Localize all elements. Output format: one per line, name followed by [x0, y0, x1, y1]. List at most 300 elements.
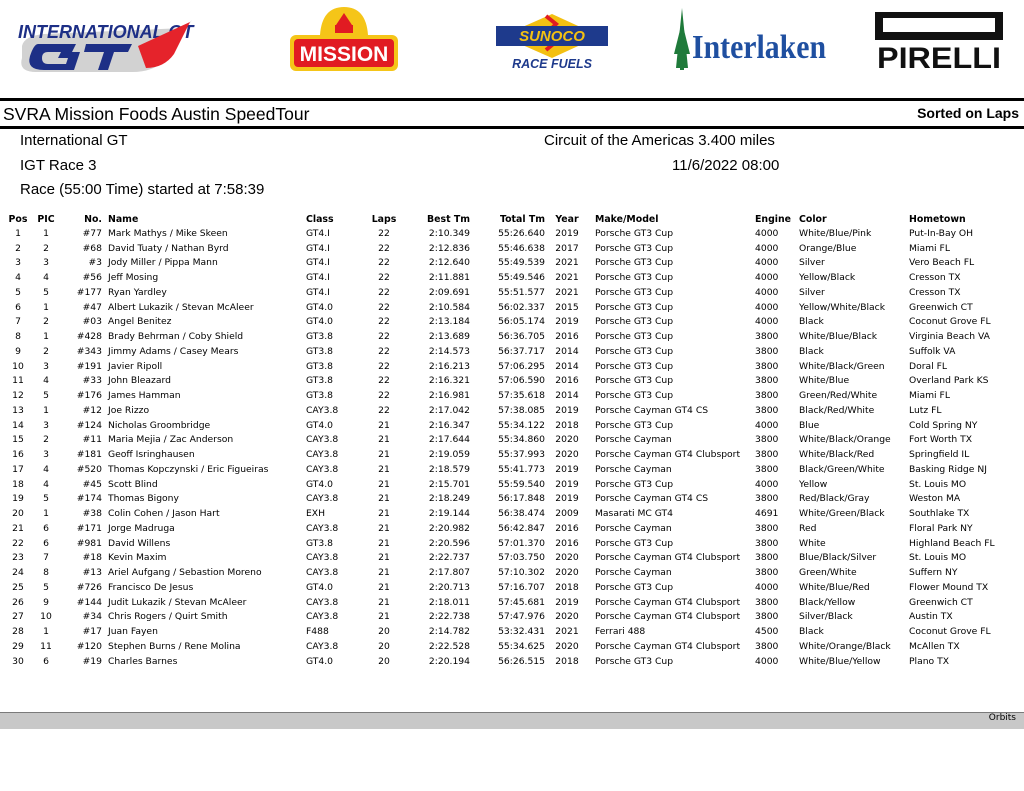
cell-make-model: Porsche GT3 Cup	[595, 581, 674, 593]
cell-class: GT4.0	[306, 581, 334, 593]
cell-color: Silver/Black	[799, 611, 853, 623]
cell-total-time: 55:46.638	[498, 242, 545, 254]
cell-pic: 4	[43, 463, 49, 475]
col-total-tm: Total Tm	[499, 213, 545, 225]
cell-laps: 21	[378, 478, 390, 490]
cell-pic: 11	[40, 640, 52, 652]
cell-laps: 22	[378, 301, 390, 313]
cell-color: Black	[799, 345, 824, 357]
cell-color: Yellow/White/Black	[799, 301, 886, 313]
cell-total-time: 57:47.976	[498, 611, 545, 623]
cell-pos: 20	[12, 508, 24, 520]
cell-best-time: 2:22.528	[428, 640, 470, 652]
cell-color: White/Blue/Red	[799, 581, 870, 593]
cell-make-model: Porsche GT3 Cup	[595, 345, 674, 357]
cell-car-number: #03	[82, 316, 102, 328]
cell-engine: 3800	[755, 596, 779, 608]
circuit-name: Circuit of the Americas 3.400 miles	[544, 132, 775, 149]
cell-car-number: #171	[76, 522, 102, 534]
race-info: Race (55:00 Time) started at 7:58:39	[20, 181, 265, 198]
cell-make-model: Ferrari 488	[595, 626, 646, 638]
cell-class: GT4.0	[306, 419, 334, 431]
cell-pic: 4	[43, 272, 49, 284]
cell-hometown: Flower Mound TX	[909, 581, 989, 593]
cell-total-time: 57:38.085	[498, 404, 545, 416]
cell-pic: 3	[43, 449, 49, 461]
cell-best-time: 2:22.737	[428, 552, 470, 564]
cell-hometown: Virginia Beach VA	[909, 331, 990, 343]
cell-class: GT3.8	[306, 345, 334, 357]
cell-driver-name: Ariel Aufgang / Sebastion Moreno	[108, 567, 262, 579]
cell-hometown: Coconut Grove FL	[909, 626, 991, 638]
cell-engine: 3800	[755, 345, 779, 357]
cell-driver-name: Javier Ripoll	[108, 360, 163, 372]
cell-class: GT3.8	[306, 360, 334, 372]
cell-best-time: 2:19.144	[428, 508, 470, 520]
table-row	[6, 315, 1018, 330]
cell-car-number: #177	[76, 286, 102, 298]
cell-color: Silver	[799, 286, 825, 298]
cell-driver-name: Jorge Madruga	[108, 522, 175, 534]
cell-best-time: 2:13.184	[428, 316, 470, 328]
cell-color: Black/Yellow	[799, 596, 856, 608]
cell-class: GT4.I	[306, 272, 330, 284]
cell-make-model: Porsche GT3 Cup	[595, 655, 674, 667]
cell-pos: 21	[12, 522, 24, 534]
cell-hometown: Springfield IL	[909, 449, 970, 461]
cell-class: CAY3.8	[306, 522, 339, 534]
cell-total-time: 55:37.993	[498, 449, 545, 461]
results-table	[6, 212, 1018, 669]
cell-pos: 2	[15, 242, 21, 254]
cell-pos: 22	[12, 537, 24, 549]
cell-pic: 7	[43, 552, 49, 564]
cell-total-time: 53:32.431	[498, 626, 545, 638]
cell-class: GT4.0	[306, 316, 334, 328]
cell-hometown: Weston MA	[909, 493, 961, 505]
cell-class: CAY3.8	[306, 463, 339, 475]
cell-pos: 5	[15, 286, 21, 298]
table-row	[6, 624, 1018, 639]
cell-total-time: 57:45.681	[498, 596, 545, 608]
cell-pic: 5	[43, 286, 49, 298]
cell-make-model: Porsche GT3 Cup	[595, 360, 674, 372]
international-gt-logo	[14, 10, 196, 76]
cell-car-number: #56	[82, 272, 102, 284]
table-row	[6, 610, 1018, 625]
cell-class: CAY3.8	[306, 449, 339, 461]
table-header-row	[6, 212, 1018, 226]
cell-best-time: 2:10.349	[428, 227, 470, 239]
cell-pos: 27	[12, 611, 24, 623]
cell-total-time: 56:05.174	[498, 316, 545, 328]
cell-pic: 4	[43, 375, 49, 387]
cell-color: Black/Red/White	[799, 404, 875, 416]
cell-engine: 4000	[755, 316, 779, 328]
cell-year: 2019	[555, 227, 579, 239]
table-row	[6, 447, 1018, 462]
cell-color: Green/White	[799, 567, 857, 579]
cell-engine: 3800	[755, 537, 779, 549]
cell-hometown: McAllen TX	[909, 640, 960, 652]
cell-year: 2020	[555, 640, 579, 652]
cell-laps: 22	[378, 286, 390, 298]
cell-total-time: 56:37.717	[498, 345, 545, 357]
cell-laps: 22	[378, 404, 390, 416]
cell-total-time: 56:42.847	[498, 522, 545, 534]
cell-driver-name: Joe Rizzo	[108, 404, 150, 416]
cell-best-time: 2:20.713	[428, 581, 470, 593]
cell-hometown: Doral FL	[909, 360, 947, 372]
cell-best-time: 2:19.059	[428, 449, 470, 461]
cell-driver-name: Ryan Yardley	[108, 286, 167, 298]
cell-pos: 7	[15, 316, 21, 328]
cell-laps: 22	[378, 360, 390, 372]
table-row	[6, 565, 1018, 580]
table-row	[6, 639, 1018, 654]
cell-total-time: 55:59.540	[498, 478, 545, 490]
cell-car-number: #120	[76, 640, 102, 652]
cell-engine: 4000	[755, 272, 779, 284]
cell-driver-name: Mark Mathys / Mike Skeen	[108, 227, 228, 239]
cell-total-time: 55:51.577	[498, 286, 545, 298]
cell-color: White/Green/Black	[799, 508, 885, 520]
cell-best-time: 2:17.644	[428, 434, 470, 446]
cell-engine: 3800	[755, 434, 779, 446]
table-row	[6, 329, 1018, 344]
cell-total-time: 55:34.860	[498, 434, 545, 446]
cell-pic: 3	[43, 257, 49, 269]
cell-pos: 17	[12, 463, 24, 475]
cell-engine: 4691	[755, 508, 779, 520]
cell-driver-name: Francisco De Jesus	[108, 581, 194, 593]
cell-engine: 4000	[755, 419, 779, 431]
cell-make-model: Porsche Cayman	[595, 434, 672, 446]
cell-pos: 23	[12, 552, 24, 564]
cell-driver-name: Scott Blind	[108, 478, 158, 490]
cell-engine: 4000	[755, 478, 779, 490]
cell-total-time: 57:35.618	[498, 390, 545, 402]
cell-driver-name: Charles Barnes	[108, 655, 178, 667]
cell-car-number: #144	[76, 596, 102, 608]
table-row	[6, 551, 1018, 566]
cell-pic: 8	[43, 567, 49, 579]
cell-total-time: 55:34.625	[498, 640, 545, 652]
cell-pos: 29	[12, 640, 24, 652]
cell-laps: 22	[378, 390, 390, 402]
cell-car-number: #47	[82, 301, 102, 313]
cell-color: Yellow	[799, 478, 828, 490]
cell-total-time: 57:06.295	[498, 360, 545, 372]
interlaken-logo	[670, 4, 830, 70]
cell-engine: 3800	[755, 552, 779, 564]
cell-total-time: 56:36.705	[498, 331, 545, 343]
cell-make-model: Porsche GT3 Cup	[595, 331, 674, 343]
cell-driver-name: David Willens	[108, 537, 171, 549]
cell-color: Red	[799, 522, 817, 534]
cell-pos: 11	[12, 375, 24, 387]
cell-color: Black/Green/White	[799, 463, 885, 475]
cell-color: Blue	[799, 419, 820, 431]
cell-driver-name: Brady Behrman / Coby Shield	[108, 331, 244, 343]
cell-pic: 1	[43, 227, 49, 239]
cell-class: GT4.I	[306, 227, 330, 239]
cell-car-number: #181	[76, 449, 102, 461]
header-bottom-rule	[0, 126, 1024, 129]
cell-pic: 1	[43, 508, 49, 520]
cell-pos: 1	[15, 227, 21, 239]
cell-year: 2014	[555, 345, 579, 357]
table-row	[6, 433, 1018, 448]
cell-make-model: Porsche GT3 Cup	[595, 242, 674, 254]
cell-year: 2016	[555, 522, 579, 534]
cell-best-time: 2:22.738	[428, 611, 470, 623]
cell-total-time: 57:16.707	[498, 581, 545, 593]
cell-year: 2019	[555, 316, 579, 328]
cell-color: Silver	[799, 257, 825, 269]
cell-driver-name: Judit Lukazik / Stevan McAleer	[108, 596, 247, 608]
cell-hometown: Suffern NY	[909, 567, 958, 579]
cell-laps: 21	[378, 552, 390, 564]
cell-year: 2019	[555, 493, 579, 505]
cell-engine: 4500	[755, 626, 779, 638]
cell-driver-name: David Tuaty / Nathan Byrd	[108, 242, 229, 254]
cell-hometown: Basking Ridge NJ	[909, 463, 987, 475]
cell-engine: 3800	[755, 567, 779, 579]
cell-make-model: Porsche Cayman	[595, 522, 672, 534]
cell-laps: 21	[378, 434, 390, 446]
table-row	[6, 462, 1018, 477]
cell-year: 2020	[555, 449, 579, 461]
cell-driver-name: Jimmy Adams / Casey Mears	[108, 345, 239, 357]
cell-pic: 6	[43, 655, 49, 667]
cell-car-number: #12	[82, 404, 102, 416]
cell-hometown: Greenwich CT	[909, 596, 973, 608]
cell-pos: 10	[12, 360, 24, 372]
cell-car-number: #726	[76, 581, 102, 593]
table-row	[6, 344, 1018, 359]
cell-pic: 6	[43, 522, 49, 534]
cell-class: CAY3.8	[306, 611, 339, 623]
cell-pic: 9	[43, 596, 49, 608]
cell-best-time: 2:15.701	[428, 478, 470, 490]
cell-pos: 6	[15, 301, 21, 313]
table-row	[6, 241, 1018, 256]
cell-best-time: 2:20.596	[428, 537, 470, 549]
table-row	[6, 374, 1018, 389]
cell-laps: 20	[378, 655, 390, 667]
cell-pic: 5	[43, 581, 49, 593]
table-row	[6, 580, 1018, 595]
cell-class: GT3.8	[306, 390, 334, 402]
cell-year: 2014	[555, 360, 579, 372]
cell-driver-name: Chris Rogers / Quirt Smith	[108, 611, 228, 623]
cell-class: GT3.8	[306, 537, 334, 549]
cell-pos: 13	[12, 404, 24, 416]
sunoco-race-fuels-logo	[490, 10, 612, 72]
cell-year: 2019	[555, 596, 579, 608]
footer-bar	[0, 712, 1024, 729]
table-row	[6, 506, 1018, 521]
cell-make-model: Porsche GT3 Cup	[595, 257, 674, 269]
cell-color: White/Blue/Yellow	[799, 655, 881, 667]
cell-pic: 4	[43, 478, 49, 490]
col-class: Class	[306, 213, 334, 225]
cell-laps: 21	[378, 463, 390, 475]
cell-make-model: Porsche GT3 Cup	[595, 272, 674, 284]
cell-class: GT4.I	[306, 286, 330, 298]
cell-class: CAY3.8	[306, 552, 339, 564]
cell-color: Yellow/Black	[799, 272, 856, 284]
col-no: No.	[84, 213, 102, 225]
cell-pos: 18	[12, 478, 24, 490]
cell-best-time: 2:13.689	[428, 331, 470, 343]
table-row	[6, 477, 1018, 492]
cell-best-time: 2:16.981	[428, 390, 470, 402]
cell-total-time: 57:06.590	[498, 375, 545, 387]
table-row	[6, 270, 1018, 285]
cell-hometown: Southlake TX	[909, 508, 970, 520]
cell-pos: 15	[12, 434, 24, 446]
cell-make-model: Porsche Cayman GT4 Clubsport	[595, 596, 741, 608]
cell-driver-name: Albert Lukazik / Stevan McAleer	[108, 301, 254, 313]
cell-pic: 1	[43, 626, 49, 638]
cell-laps: 21	[378, 611, 390, 623]
table-row	[6, 521, 1018, 536]
col-engine: Engine	[755, 213, 792, 225]
cell-year: 2020	[555, 567, 579, 579]
cell-year: 2020	[555, 434, 579, 446]
cell-laps: 22	[378, 345, 390, 357]
cell-color: White/Blue	[799, 375, 850, 387]
cell-laps: 22	[378, 242, 390, 254]
cell-engine: 4000	[755, 242, 779, 254]
race-name: IGT Race 3	[20, 157, 97, 174]
cell-make-model: Porsche GT3 Cup	[595, 301, 674, 313]
cell-year: 2020	[555, 552, 579, 564]
cell-color: White/Black/Orange	[799, 434, 891, 446]
cell-best-time: 2:16.213	[428, 360, 470, 372]
cell-engine: 3800	[755, 611, 779, 623]
table-row	[6, 492, 1018, 507]
cell-engine: 3800	[755, 522, 779, 534]
cell-hometown: Vero Beach FL	[909, 257, 975, 269]
cell-hometown: Floral Park NY	[909, 522, 973, 534]
cell-pos: 26	[12, 596, 24, 608]
cell-hometown: Cresson TX	[909, 286, 961, 298]
race-datetime: 11/6/2022 08:00	[672, 157, 780, 174]
cell-pic: 1	[43, 331, 49, 343]
cell-class: GT4.I	[306, 242, 330, 254]
cell-color: White/Black/Green	[799, 360, 885, 372]
cell-engine: 4000	[755, 655, 779, 667]
cell-hometown: Plano TX	[909, 655, 949, 667]
cell-hometown: Austin TX	[909, 611, 953, 623]
table-row	[6, 300, 1018, 315]
cell-class: GT4.0	[306, 655, 334, 667]
cell-total-time: 57:10.302	[498, 567, 545, 579]
cell-driver-name: Thomas Kopczynski / Eric Figueiras	[108, 463, 269, 475]
cell-engine: 3800	[755, 331, 779, 343]
cell-pos: 9	[15, 345, 21, 357]
cell-best-time: 2:18.249	[428, 493, 470, 505]
cell-hometown: Greenwich CT	[909, 301, 973, 313]
event-title: SVRA Mission Foods Austin SpeedTour	[3, 104, 310, 124]
cell-color: Black	[799, 626, 824, 638]
cell-engine: 3800	[755, 404, 779, 416]
cell-laps: 21	[378, 567, 390, 579]
cell-class: F488	[306, 626, 329, 638]
mission-logo	[288, 5, 400, 73]
cell-hometown: Coconut Grove FL	[909, 316, 991, 328]
cell-class: CAY3.8	[306, 567, 339, 579]
cell-laps: 22	[378, 316, 390, 328]
cell-best-time: 2:10.584	[428, 301, 470, 313]
cell-car-number: #428	[76, 331, 102, 343]
cell-car-number: #17	[82, 626, 102, 638]
cell-car-number: #11	[82, 434, 102, 446]
mission-logo-text: MISSION	[299, 43, 389, 66]
cell-engine: 3800	[755, 360, 779, 372]
cell-year: 2015	[555, 301, 579, 313]
cell-laps: 21	[378, 419, 390, 431]
cell-class: GT4.I	[306, 257, 330, 269]
cell-color: White/Blue/Pink	[799, 227, 872, 239]
cell-car-number: #520	[76, 463, 102, 475]
cell-driver-name: Juan Fayen	[108, 626, 158, 638]
cell-best-time: 2:14.573	[428, 345, 470, 357]
cell-class: GT4.0	[306, 478, 334, 490]
cell-laps: 20	[378, 626, 390, 638]
cell-total-time: 55:41.773	[498, 463, 545, 475]
cell-pic: 5	[43, 390, 49, 402]
cell-year: 2019	[555, 404, 579, 416]
cell-total-time: 56:38.474	[498, 508, 545, 520]
cell-total-time: 55:49.539	[498, 257, 545, 269]
cell-best-time: 2:16.347	[428, 419, 470, 431]
table-row	[6, 388, 1018, 403]
cell-driver-name: Stephen Burns / Rene Molina	[108, 640, 241, 652]
cell-hometown: Miami FL	[909, 242, 950, 254]
cell-engine: 3800	[755, 640, 779, 652]
cell-laps: 21	[378, 537, 390, 549]
cell-total-time: 56:02.337	[498, 301, 545, 313]
cell-year: 2014	[555, 390, 579, 402]
cell-year: 2019	[555, 463, 579, 475]
cell-pos: 28	[12, 626, 24, 638]
col-best-tm: Best Tm	[427, 213, 470, 225]
cell-total-time: 55:49.546	[498, 272, 545, 284]
cell-make-model: Porsche Cayman GT4 CS	[595, 404, 709, 416]
cell-color: White/Orange/Black	[799, 640, 891, 652]
cell-pos: 12	[12, 390, 24, 402]
col-year: Year	[555, 213, 579, 225]
cell-laps: 21	[378, 522, 390, 534]
cell-make-model: Porsche Cayman GT4 Clubsport	[595, 552, 741, 564]
cell-class: GT4.0	[306, 301, 334, 313]
cell-pic: 1	[43, 404, 49, 416]
cell-class: CAY3.8	[306, 640, 339, 652]
col-make-model: Make/Model	[595, 213, 659, 225]
cell-driver-name: Thomas Bigony	[108, 493, 179, 505]
cell-hometown: Overland Park KS	[909, 375, 989, 387]
cell-laps: 22	[378, 227, 390, 239]
cell-make-model: Porsche Cayman GT4 CS	[595, 493, 709, 505]
cell-pos: 19	[12, 493, 24, 505]
col-pic: PIC	[37, 213, 55, 225]
cell-driver-name: Jody Miller / Pippa Mann	[108, 257, 218, 269]
cell-hometown: Fort Worth TX	[909, 434, 973, 446]
